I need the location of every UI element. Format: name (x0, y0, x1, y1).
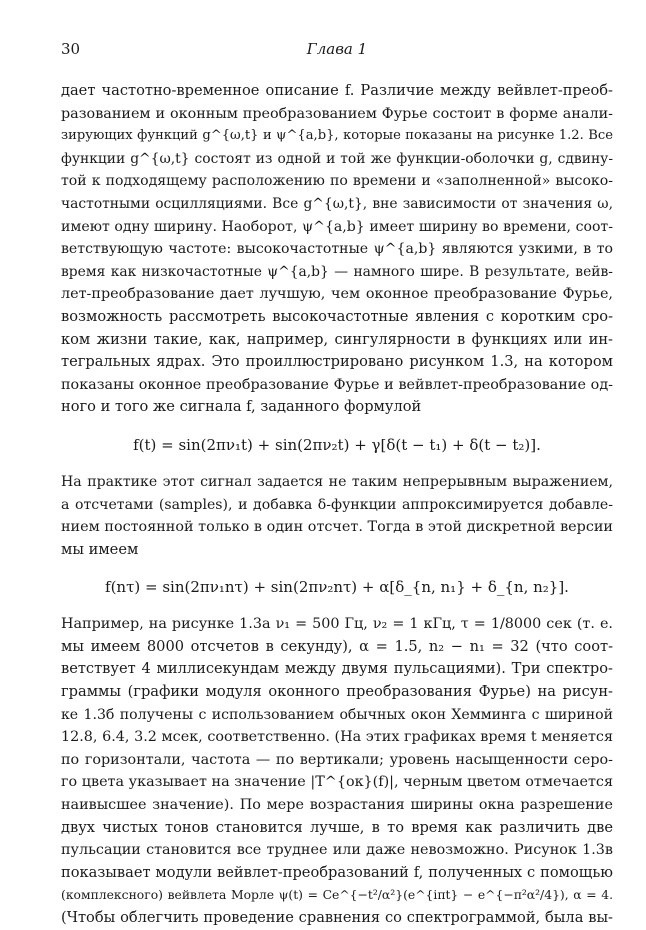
text-line: мы имеем (61, 540, 139, 558)
text-line: ветствует 4 миллисекундам между двумя пульсациями). Три спектро- (61, 660, 613, 678)
page-number: 30 (61, 40, 81, 58)
text-line: показаны оконное преобразование Фурье и вейвлет-преобразование од- (61, 376, 613, 393)
text-line: показывает модули вейвлет-преобразований f, полученных с помощью (61, 863, 613, 881)
text-line: зирующих функций g^{ω,t} и ψ^{a,b}, которые показаны на рисунке 1.2. Все (61, 128, 613, 144)
text-line: нием постоянной только в один отсчет. Тогда в этой дискретной версии (61, 519, 613, 536)
text-line: имеют одну ширину. Наоборот, ψ^{a,b} имеет ширину во времени, соот- (61, 218, 613, 235)
paragraph-1 (61, 80, 613, 419)
running-head: Глава 1 (306, 40, 368, 58)
text-line: пульсации становится все труднее или даже невозможно. Рисунок 1.3в (61, 842, 613, 859)
text-line: разованием и оконным преобразованием Фурье состоит в форме анали- (61, 105, 613, 122)
text-line: 12.8, 6.4, 3.2 мсек, соответственно. (На этих графиках время t меняется (61, 729, 613, 746)
text-line: ке 1.3б получены с использованием обычных окон Хемминга с шириной (61, 706, 613, 723)
paragraph-3 (61, 613, 613, 929)
text-line: (Чтобы облегчить проведение сравнения со спектрограммой, была вы- (61, 909, 613, 926)
text-line: граммы (графики модуля оконного преобразования Фурье) на рисун- (61, 683, 613, 701)
text-line: (комплексного) вейвлета Морле ψ(t) = Ce^{−t²/α²}(e^{iπt} − e^{−π²α²/4}), α = 4. (61, 888, 613, 903)
text-line: тегральных ядрах. Это проиллюстрировано рисунком 1.3, на котором (61, 353, 613, 371)
text-line: время как низкочастотные ψ^{a,b} — намного шире. В результате, вейв- (61, 263, 613, 280)
page-header (61, 40, 613, 70)
text-line: частотными осцилляциями. Все g^{ω,t}, вне зависимости от значения ω, (61, 195, 613, 212)
paragraph-2 (61, 471, 613, 561)
text-line: ветствующую частоте: высокочастотные ψ^{a,b} являются узкими, в то (61, 241, 613, 258)
text-line: дает частотно-временное описание f. Различие между вейвлет-преоб- (61, 82, 613, 99)
text-line: наивысшее значение). По мере возрастания ширины окна разрешение (61, 797, 613, 814)
text-line: Например, на рисунке 1.3а ν₁ = 500 Гц, ν₂ = 1 кГц, τ = 1/8000 сек (т. е. (61, 616, 613, 633)
text-line: На практике этот сигнал задается не таким непрерывным выражением, (61, 473, 613, 490)
text-line: а отсчетами (samples), и добавка δ-функции аппроксимируется добавле- (61, 496, 613, 513)
text-line: той к подходящему расположению по времени и «заполненной» высоко- (61, 173, 613, 190)
text-line: го цвета указывает на значение |T^{ок}(f)|, черным цветом отмечается (61, 774, 613, 791)
text-line: по горизонтали, частота — по вертикали; уровень насыщенности серо- (61, 751, 613, 768)
text-line: двух чистых тонов становится лучше, в то время как различить две (61, 818, 613, 836)
text-line: лет-преобразование дает лучшую, чем оконное преобразование Фурье, (61, 286, 613, 303)
display-formula-2: f(nτ) = sin(2πν₁nτ) + sin(2πν₂nτ) + α[δ_{n, n₁} + δ_{n, n₂}]. (105, 578, 569, 597)
text-line: мы имеем 8000 отсчетов в секунду), α = 1.5, n₂ − n₁ = 32 (что соот- (61, 637, 613, 655)
text-line: функции g^{ω,t} состоят из одной и той же функции-оболочки g, сдвину- (61, 150, 613, 167)
text-line: ком жизни такие, как, например, сингулярности в функциях или ин- (61, 330, 613, 348)
text-line: ного и того же сигнала f, заданного формулой (61, 398, 422, 416)
text-line: возможность рассмотреть высокочастотные явления с коротким сро- (61, 307, 613, 325)
display-formula-1: f(t) = sin(2πν₁t) + sin(2πν₂t) + γ[δ(t − t₁) + δ(t − t₂)]. (133, 435, 541, 454)
